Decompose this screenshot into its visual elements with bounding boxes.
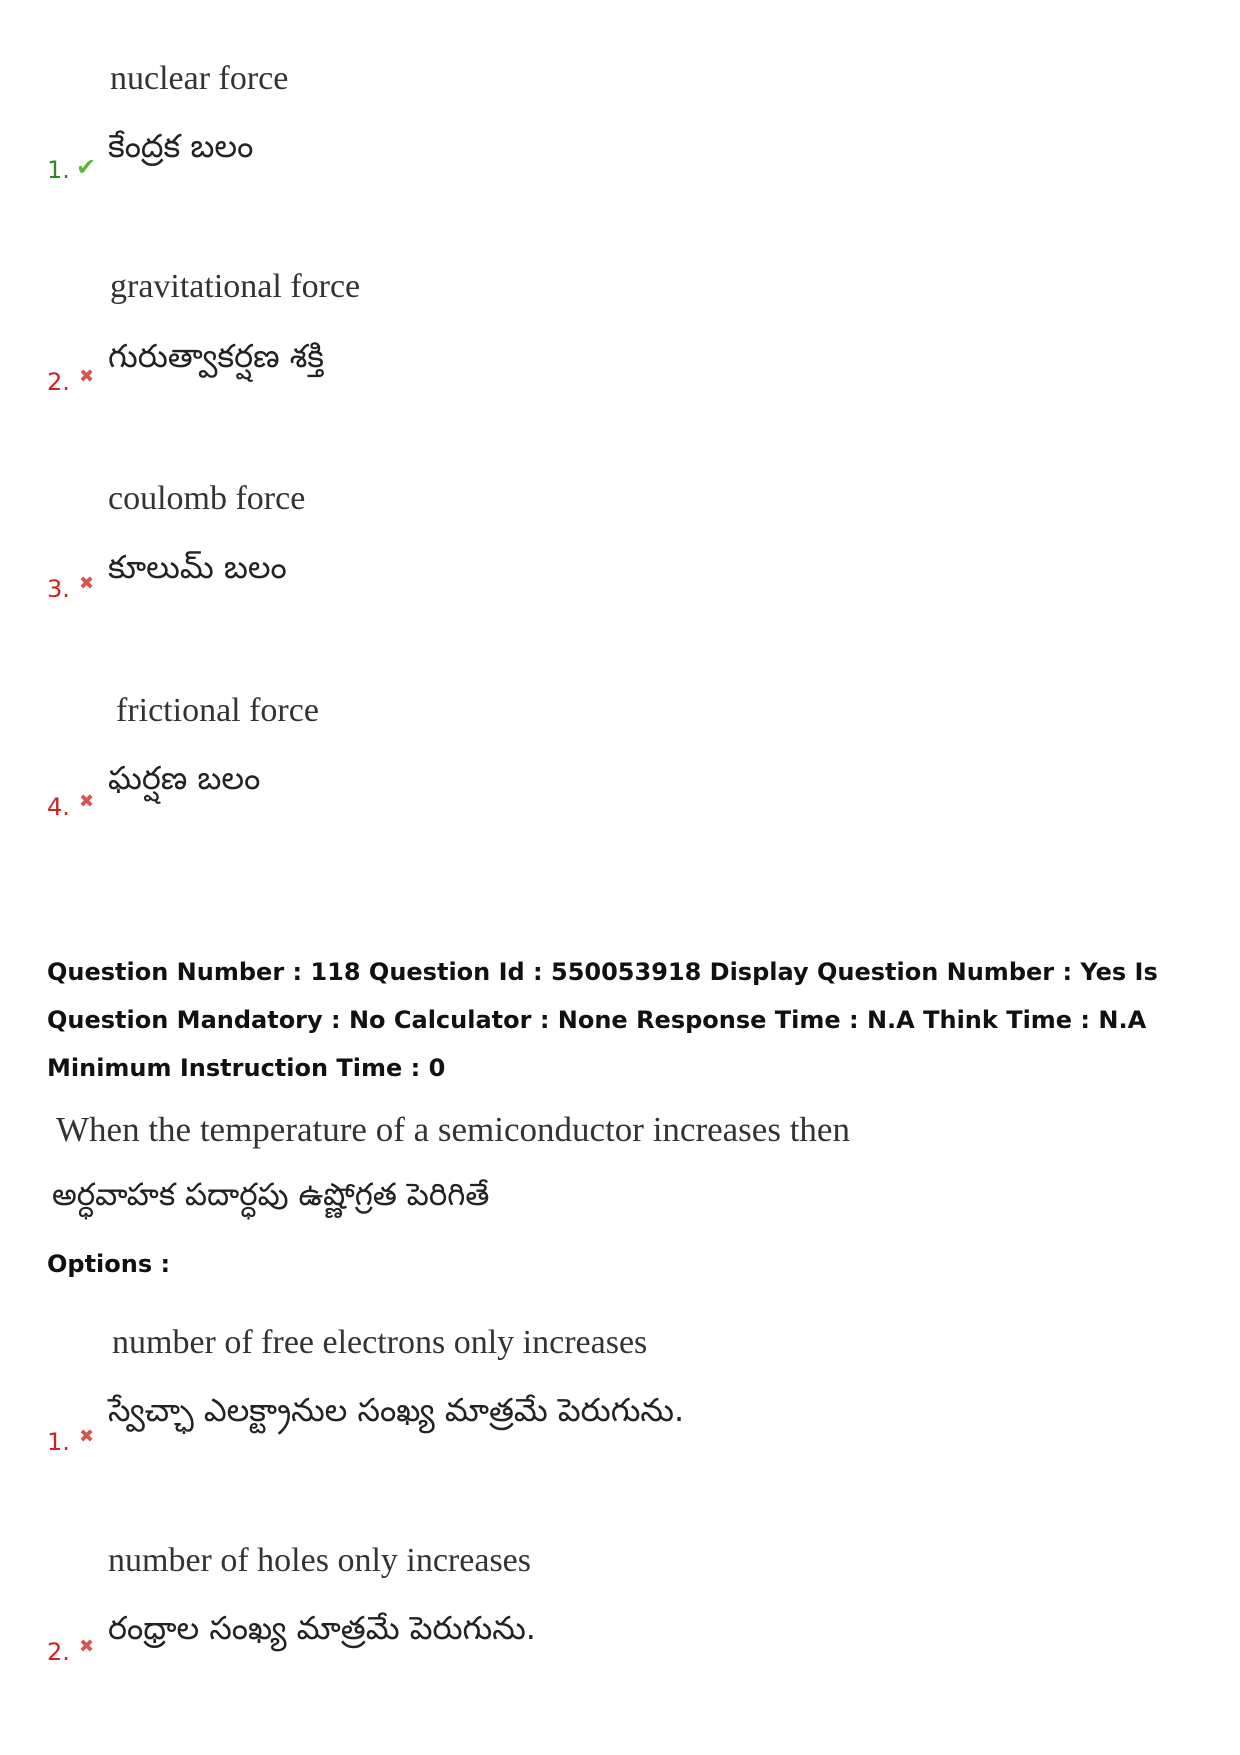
question-metadata: Question Number : 118 Question Id : 550053918 Display Question Number : Yes Is Question Mandatory : No Calculator : None Response Time : N.A Think Time : N.A Minimum Instruction Time : 0 — [47, 958, 1158, 1082]
option-number: 1. — [47, 1428, 70, 1456]
cross-icon: ✖ — [79, 1426, 95, 1447]
option-text-en: gravitational force — [110, 268, 361, 305]
cross-icon: ✖ — [79, 366, 95, 387]
options-label: Options : — [47, 1250, 171, 1278]
option-text-en: coulomb force — [108, 480, 306, 517]
question-text-en: When the temperature of a semiconductor increases then — [56, 1110, 850, 1149]
cross-icon: ✖ — [79, 1636, 95, 1657]
option-text-te: గురుత్వాకర్షణ శక్తి — [108, 337, 324, 375]
option-number: 4. — [47, 793, 70, 821]
option-text-te: ఘర్షణ బలం — [108, 759, 261, 797]
option-number: 2. — [47, 1638, 70, 1666]
cross-icon: ✖ — [79, 573, 95, 594]
option-text-en: number of holes only increases — [108, 1542, 531, 1579]
option-text-en: number of free electrons only increases — [112, 1324, 648, 1361]
option-number: 2. — [47, 368, 70, 396]
option-text-te: కేంద్రక బలం — [108, 127, 254, 165]
option-number: 3. — [47, 575, 70, 603]
check-icon: ✔ — [76, 153, 97, 181]
option-text-te: స్వేచ్ఛా ఎలక్ట్రానుల సంఖ్య మాత్రమే పెరుగును. — [108, 1391, 685, 1429]
option-text-en: frictional force — [116, 692, 319, 729]
cross-icon: ✖ — [79, 791, 95, 812]
option-text-te: కూలుమ్ బలం — [108, 548, 287, 586]
option-text-en: nuclear force — [110, 60, 289, 97]
option-number: 1. — [47, 156, 70, 184]
question-text-te: అర్ధవాహక పదార్ధపు ఉష్ణోగ్రత పెరిగితే — [52, 1177, 490, 1213]
option-text-te: రంధ్రాల సంఖ్య మాత్రమే పెరుగును. — [108, 1609, 536, 1647]
